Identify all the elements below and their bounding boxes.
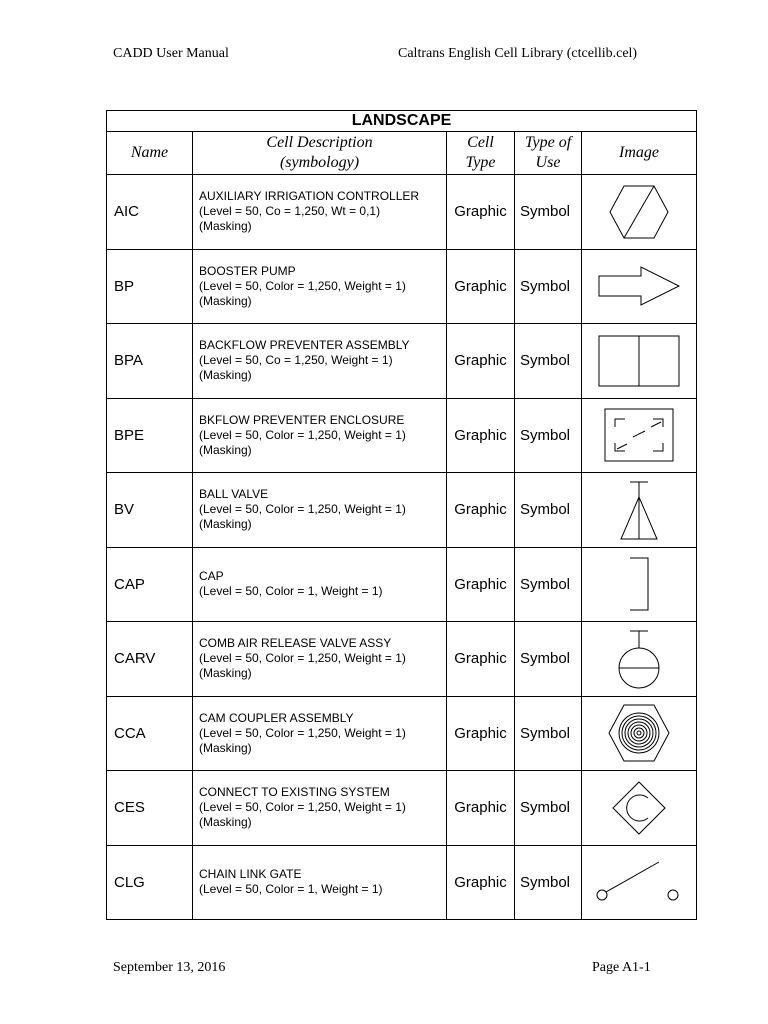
table-title: LANDSCAPE [107, 111, 697, 132]
hexagon-concentric-icon [607, 703, 671, 763]
cell-type: Graphic [447, 547, 515, 622]
cell-type: Graphic [447, 175, 515, 250]
cell-type: Graphic [447, 249, 515, 324]
cell-use: Symbol [515, 249, 582, 324]
column-header-cell-type: Cell Type [447, 132, 515, 175]
diamond-c-icon [611, 780, 667, 836]
column-header-image: Image [582, 132, 697, 175]
cell-use: Symbol [515, 771, 582, 846]
cap-bracket-icon [624, 555, 654, 613]
cell-description: AUXILIARY IRRIGATION CONTROLLER (Level = 50, Co = 1,250, Wt = 0,1) (Masking) [193, 175, 447, 250]
cell-type: Graphic [447, 324, 515, 399]
cell-use: Symbol [515, 473, 582, 548]
cell-description: BACKFLOW PREVENTER ASSEMBLY (Level = 50, Co = 1,250, Weight = 1) (Masking) [193, 324, 447, 399]
air-release-valve-icon [614, 628, 664, 690]
table-row [107, 473, 697, 548]
cell-use: Symbol [515, 845, 582, 920]
table-row [107, 175, 697, 250]
cell-use: Symbol [515, 324, 582, 399]
cell-name: BPE [107, 398, 193, 473]
valve-triangle-icon [614, 479, 664, 541]
footer-date: September 13, 2016 [113, 960, 226, 975]
table-row [107, 249, 697, 324]
cell-type: Graphic [447, 622, 515, 697]
cell-description: CONNECT TO EXISTING SYSTEM (Level = 50, Color = 1,250, Weight = 1) (Masking) [193, 771, 447, 846]
dashed-enclosure-icon [603, 407, 675, 463]
table-row [107, 622, 697, 697]
footer-page-number: Page A1-1 [592, 960, 651, 975]
cell-type: Graphic [447, 696, 515, 771]
cell-name: BV [107, 473, 193, 548]
header-library-title: Caltrans English Cell Library (ctcellib.cel) [398, 46, 638, 61]
cell-name: CAP [107, 547, 193, 622]
column-header-type-of-use: Type of Use [515, 132, 582, 175]
header-manual-title: CADD User Manual [113, 46, 229, 61]
cell-description: CAP (Level = 50, Color = 1, Weight = 1) [193, 547, 447, 622]
table-row [107, 398, 697, 473]
table-row [107, 771, 697, 846]
cell-name: BP [107, 249, 193, 324]
cell-description: BKFLOW PREVENTER ENCLOSURE (Level = 50, Color = 1,250, Weight = 1) (Masking) [193, 398, 447, 473]
arrow-right-icon [597, 265, 681, 307]
cell-use: Symbol [515, 547, 582, 622]
table-row [107, 547, 697, 622]
cell-name: CCA [107, 696, 193, 771]
hexagon-slash-icon [607, 183, 671, 241]
cell-use: Symbol [515, 398, 582, 473]
cell-library-table [106, 110, 697, 920]
gate-icon [591, 857, 687, 907]
cell-type: Graphic [447, 845, 515, 920]
cell-type: Graphic [447, 473, 515, 548]
cell-description: COMB AIR RELEASE VALVE ASSY (Level = 50, Color = 1,250, Weight = 1) (Masking) [193, 622, 447, 697]
cell-name: BPA [107, 324, 193, 399]
cell-use: Symbol [515, 622, 582, 697]
table-row [107, 324, 697, 399]
cell-name: AIC [107, 175, 193, 250]
cell-use: Symbol [515, 175, 582, 250]
cell-description: CHAIN LINK GATE (Level = 50, Color = 1, Weight = 1) [193, 845, 447, 920]
column-header-description: Cell Description (symbology) [193, 132, 447, 175]
cell-name: CES [107, 771, 193, 846]
split-rectangle-icon [597, 334, 681, 388]
cell-description: BALL VALVE (Level = 50, Color = 1,250, Weight = 1) (Masking) [193, 473, 447, 548]
cell-type: Graphic [447, 771, 515, 846]
table-row [107, 845, 697, 920]
table-row [107, 696, 697, 771]
cell-type: Graphic [447, 398, 515, 473]
cell-name: CLG [107, 845, 193, 920]
cell-use: Symbol [515, 696, 582, 771]
column-header-name: Name [107, 132, 193, 175]
cell-description: BOOSTER PUMP (Level = 50, Color = 1,250, Weight = 1) (Masking) [193, 249, 447, 324]
cell-name: CARV [107, 622, 193, 697]
cell-description: CAM COUPLER ASSEMBLY (Level = 50, Color = 1,250, Weight = 1) (Masking) [193, 696, 447, 771]
